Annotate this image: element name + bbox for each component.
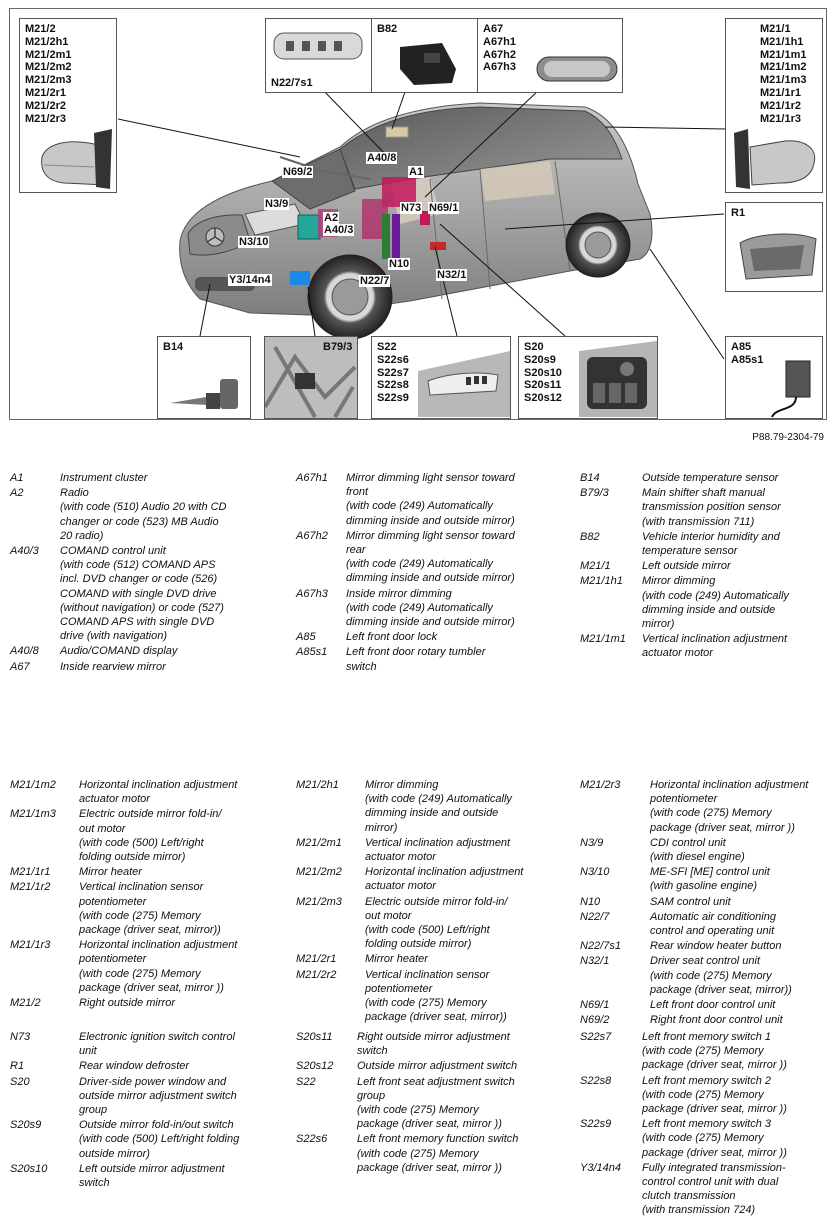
- inset-label-b82: B82: [377, 23, 398, 35]
- legend-entry: [580, 1161, 830, 1218]
- legend-description: Left outside mirror adjustment switch: [79, 1162, 225, 1190]
- legend-entry: [10, 471, 282, 485]
- legend-description: Outside mirror adjustment switch: [357, 1060, 518, 1073]
- legend-description: Instrument cluster: [60, 472, 148, 484]
- legend-code: B14: [580, 472, 600, 484]
- legend-code: N69/1: [580, 999, 610, 1012]
- legend-code: B79/3: [580, 487, 609, 500]
- legend-entry: [296, 1075, 571, 1132]
- legend-code: S20s10: [10, 1162, 48, 1175]
- legend-description: Electric outside mirror fold-in/ out motor (with code (500) Left/right folding outside mirror): [365, 895, 508, 951]
- inset-label-s22: S22 S22s6 S22s7 S22s8 S22s9: [377, 341, 409, 405]
- legend-description: CDI control unit (with diesel engine): [650, 836, 745, 864]
- legend-code: S20: [10, 1075, 30, 1088]
- legend-description: Fully integrated transmission- control control unit with dual clutch transmission (with transmission 724): [642, 1161, 786, 1217]
- legend-entry: [580, 632, 830, 660]
- legend-description: Right front door control unit: [650, 1014, 783, 1027]
- legend-description: Outside mirror fold-in/out switch (with code (500) Left/right folding outside mirror): [79, 1119, 240, 1160]
- door-lock-image: [756, 357, 822, 419]
- right-mirror-image: [34, 127, 114, 193]
- legend-code: A40/3: [10, 545, 39, 558]
- legend-code: A67h3: [296, 587, 328, 600]
- legend-code: M21/2: [10, 997, 41, 1010]
- legend-entry: [10, 660, 282, 674]
- legend-code: N10: [580, 895, 601, 908]
- legend-entry: [296, 587, 566, 630]
- legend-description: Right outside mirror: [79, 997, 175, 1010]
- legend-code: M21/1m2: [10, 779, 56, 791]
- legend-column-9: [580, 1030, 830, 1219]
- legend-code: S20s12: [296, 1060, 334, 1073]
- legend-code: A67h1: [296, 472, 328, 484]
- legend-code: A67: [10, 660, 30, 673]
- callout-a2: A2: [324, 212, 339, 224]
- legend-entry: [10, 1059, 285, 1073]
- legend-description: COMAND control unit (with code (512) COMAND APS incl. DVD changer or code (526) COMAND with single DVD drive (without navigation) or code (527) COMAND APS with single DVD drive (with navigation): [60, 545, 224, 643]
- legend-entry: [296, 778, 571, 835]
- legend-code: M21/2m1: [296, 836, 342, 849]
- legend-description: Rear window heater button: [650, 940, 782, 953]
- legend-description: Horizontal inclination adjustment actuator motor: [365, 866, 524, 893]
- window-switch-image: [579, 341, 657, 417]
- legend-entry: [296, 645, 566, 673]
- legend-code: R1: [10, 1060, 25, 1073]
- legend-entry: [10, 486, 282, 543]
- inset-label-r1: R1: [731, 207, 746, 219]
- legend-description: Mirror dimming light sensor toward rear (with code (249) Automatically dimming inside and outside mirror): [346, 529, 515, 585]
- inset-label-a85: A85 A85s1: [731, 341, 764, 366]
- legend-description: Electronic ignition switch control unit: [79, 1031, 235, 1058]
- legend-code: S22s8: [580, 1074, 612, 1087]
- legend-code: M21/2m2: [296, 866, 342, 879]
- legend-description: Left front memory switch 2 (with code (275) Memory package (driver seat, mirror )): [642, 1074, 787, 1116]
- legend-description: Driver seat control unit (with code (275) Memory package (driver seat, mirror)): [650, 955, 792, 996]
- legend-entry: [296, 529, 566, 586]
- legend-code: A67h2: [296, 529, 328, 542]
- legend-entry: [296, 1132, 571, 1175]
- legend-description: Left front seat adjustment switch group (with code (275) Memory package (driver seat, mirror )): [357, 1075, 515, 1131]
- legend-entry: [580, 486, 830, 529]
- legend-code: M21/1r2: [10, 881, 51, 894]
- legend-entry: [10, 865, 285, 879]
- legend-entry: [580, 559, 830, 573]
- legend-code: N32/1: [580, 955, 610, 968]
- legend-entry: [580, 778, 830, 835]
- legend-code: M21/1r3: [10, 939, 51, 952]
- legend-entry: [580, 574, 830, 631]
- legend-description: Mirror heater: [365, 953, 428, 966]
- legend-description: Radio (with code (510) Audio 20 with CD changer or code (523) MB Audio 20 radio): [60, 487, 227, 542]
- legend-description: Electric outside mirror fold-in/ out motor (with code (500) Left/right folding outside mirror): [79, 808, 222, 864]
- callout-n3-10: N3/10: [239, 236, 269, 248]
- legend-entry: [10, 996, 285, 1010]
- legend-entry: [10, 807, 285, 864]
- legend-code: S22s7: [580, 1031, 612, 1043]
- legend-code: N73: [10, 1031, 31, 1043]
- legend-column-7: [10, 1030, 285, 1191]
- button-panel-image: [272, 27, 366, 67]
- callout-n69-2: N69/2: [283, 166, 313, 178]
- callout-n73: N73: [401, 202, 422, 214]
- legend-code: Y3/14n4: [580, 1161, 621, 1174]
- legend-description: Mirror dimming light sensor toward front (with code (249) Automatically dimming inside and outside mirror): [346, 472, 515, 527]
- legend-code: N22/7: [580, 910, 610, 923]
- temperature-sensor-image: [166, 359, 246, 415]
- legend-description: SAM control unit: [650, 895, 731, 908]
- callout-n32-1: N32/1: [437, 269, 467, 281]
- legend-description: Left front door rotary tumbler switch: [346, 646, 486, 673]
- inset-rear-window-defroster: [725, 202, 823, 292]
- legend-entry: [10, 1030, 285, 1058]
- figure-reference: P88.79-2304-79: [752, 432, 824, 443]
- legend-entry: [580, 1074, 830, 1117]
- legend-code: A2: [10, 487, 24, 500]
- legend-description: Left front door lock: [346, 631, 438, 644]
- inset-label-a67: A67 A67h1 A67h2 A67h3: [483, 23, 517, 74]
- legend-description: Right outside mirror adjustment switch: [357, 1031, 510, 1058]
- legend-column-2: [296, 471, 566, 675]
- legend-description: Inside mirror dimming (with code (249) Automatically dimming inside and outside mirror): [346, 587, 515, 629]
- inset-humidity-sensor: [371, 18, 478, 93]
- legend-description: Left front memory function switch (with code (275) Memory package (driver seat, mirror )): [357, 1133, 519, 1174]
- legend-description: Main shifter shaft manual transmission position sensor (with transmission 711): [642, 487, 781, 528]
- legend-column-6: [580, 778, 830, 1028]
- legend-description: Horizontal inclination adjustment potentiometer (with code (275) Memory package (driver seat, mirror )): [79, 939, 238, 994]
- legend-entry: [580, 1030, 830, 1073]
- legend-description: Mirror dimming (with code (249) Automatically dimming inside and outside mirror): [365, 779, 512, 834]
- callout-n69-1: N69/1: [429, 202, 459, 214]
- inset-window-mirror-switch-group: [518, 336, 658, 419]
- legend-entry: [580, 910, 830, 938]
- legend-entry: [296, 865, 571, 893]
- legend-code: A85s1: [296, 646, 328, 659]
- legend-entry: [296, 836, 571, 864]
- legend-description: Vertical inclination sensor potentiometer (with code (275) Memory package (driver seat, mirror)): [79, 881, 221, 937]
- inset-label-m21-1: M21/1 M21/1h1 M21/1m1 M21/1m2 M21/1m3 M21/1r1 M21/1r2 M21/1r3: [760, 23, 807, 125]
- inset-outside-temperature-sensor: [157, 336, 251, 419]
- legend-entry: [10, 544, 282, 643]
- callout-n3-9: N3/9: [265, 198, 289, 210]
- legend-code: M21/1m1: [580, 633, 626, 646]
- legend-entry: [580, 895, 830, 909]
- legend-entry: [10, 1162, 285, 1190]
- legend-description: Vertical inclination adjustment actuator motor: [642, 633, 788, 660]
- inset-label-b79-3: B79/3: [323, 341, 353, 353]
- legend-column-8: [296, 1030, 571, 1176]
- legend-code: S20s11: [296, 1031, 333, 1043]
- legend-column-1: [10, 471, 282, 675]
- legend-entry: [10, 644, 282, 658]
- legend-column-3: [580, 471, 830, 662]
- legend-entry: [296, 895, 571, 952]
- rearview-mirror-image: [534, 49, 620, 89]
- legend-description: Outside temperature sensor: [642, 472, 779, 484]
- legend-code: M21/2m3: [296, 895, 342, 908]
- legend-description: ME-SFI [ME] control unit (with gasoline engine): [650, 866, 770, 893]
- inset-seat-adjustment-switches: [371, 336, 511, 419]
- legend-column-5: [296, 778, 571, 1025]
- legend-description: Left front memory switch 1 (with code (275) Memory package (driver seat, mirror )): [642, 1031, 787, 1072]
- legend-description: Vertical inclination sensor potentiometer (with code (275) Memory package (driver seat, mirror)): [365, 968, 507, 1024]
- inset-door-lock: [725, 336, 823, 419]
- inset-label-m21-2: M21/2 M21/2h1 M21/2m1 M21/2m2 M21/2m3 M21/2r1 M21/2r2 M21/2r3: [25, 23, 72, 125]
- legend-entry: [10, 880, 285, 937]
- legend-description: Automatic air conditioning control and operating unit: [650, 910, 776, 938]
- legend-code: A85: [296, 631, 316, 644]
- inset-label-n22-7s1: N22/7s1: [271, 77, 313, 89]
- legend-description: Horizontal inclination adjustment actuator motor: [79, 779, 238, 806]
- legend-description: Rear window defroster: [79, 1060, 190, 1073]
- legend-entry: [10, 1075, 285, 1118]
- legend-code: N3/10: [580, 866, 610, 879]
- legend-entry: [580, 836, 830, 864]
- legend-entry: [10, 1118, 285, 1161]
- legend-entry: [296, 1059, 571, 1073]
- legend-code: M21/2r3: [580, 779, 621, 791]
- legend-column-4: [10, 778, 285, 1011]
- legend-description: Audio/COMAND display: [60, 645, 178, 658]
- legend-entry: [580, 471, 830, 485]
- legend-code: B82: [580, 530, 600, 543]
- legend-code: A40/8: [10, 645, 39, 658]
- callout-n10: N10: [389, 258, 410, 270]
- legend-description: Left front door control unit: [650, 999, 776, 1012]
- legend-code: S22: [296, 1075, 316, 1088]
- sensor-image: [394, 39, 464, 89]
- legend-entry: [580, 1013, 830, 1027]
- component-location-diagram: [9, 8, 827, 420]
- inset-shifter-position-sensor: [264, 336, 358, 419]
- rear-window-image: [736, 219, 820, 289]
- legend-entry: [580, 998, 830, 1012]
- legend-entry: [296, 630, 566, 644]
- legend-description: Left front memory switch 3 (with code (275) Memory package (driver seat, mirror )): [642, 1118, 787, 1159]
- legend-entry: [580, 530, 830, 558]
- legend-entry: [580, 954, 830, 997]
- callout-n22-7: N22/7: [360, 275, 390, 287]
- legend-code: M21/2r2: [296, 968, 337, 981]
- legend-entry: [296, 1030, 571, 1058]
- legend-entry: [10, 938, 285, 995]
- inset-rear-window-heater-button: [265, 18, 372, 93]
- legend-description: Horizontal inclination adjustment potentiometer (with code (275) Memory package (driver seat, mirror )): [650, 779, 809, 834]
- legend-code: M21/1m3: [10, 808, 56, 821]
- legend-entry: [296, 952, 571, 966]
- legend-description: Inside rearview mirror: [60, 660, 166, 673]
- legend-code: M21/1r1: [10, 866, 51, 879]
- legend-description: Left outside mirror: [642, 560, 731, 573]
- shifter-image: [265, 337, 358, 419]
- inset-label-s20: S20 S20s9 S20s10 S20s11 S20s12: [524, 341, 562, 405]
- callout-a40-8: A40/8: [367, 152, 397, 164]
- callout-a1: A1: [409, 166, 424, 178]
- legend-entry: [580, 1117, 830, 1160]
- legend-description: Mirror dimming (with code (249) Automatically dimming inside and outside mirror): [642, 575, 789, 631]
- legend-code: N3/9: [580, 836, 604, 849]
- legend-description: Vehicle interior humidity and temperature sensor: [642, 530, 780, 558]
- legend-code: N69/2: [580, 1014, 610, 1027]
- legend-code: M21/1h1: [580, 575, 623, 588]
- inset-right-outside-mirror: [19, 18, 117, 193]
- callout-a40-3: A40/3: [324, 224, 354, 236]
- legend-code: S22s6: [296, 1133, 328, 1146]
- legend-entry: [580, 865, 830, 893]
- inset-label-b14: B14: [163, 341, 184, 353]
- legend-description: Mirror heater: [79, 866, 142, 879]
- seat-switch-image: [418, 351, 510, 417]
- legend-description: Vertical inclination adjustment actuator motor: [365, 836, 511, 864]
- legend-entry: [296, 968, 571, 1025]
- inset-left-outside-mirror: [725, 18, 823, 193]
- callout-y3-14n4: Y3/14n4: [229, 274, 271, 286]
- legend-entry: [580, 939, 830, 953]
- legend-code: A1: [10, 472, 24, 484]
- legend-entry: [296, 471, 566, 528]
- legend-code: M21/2r1: [296, 953, 337, 966]
- legend-description: Driver-side power window and outside mirror adjustment switch group: [79, 1075, 237, 1117]
- legend-code: S20s9: [10, 1119, 42, 1132]
- inset-inside-rearview-mirror: [477, 18, 623, 93]
- legend-code: M21/2h1: [296, 779, 339, 791]
- left-mirror-image: [730, 127, 820, 193]
- legend-code: S22s9: [580, 1118, 612, 1131]
- legend-code: M21/1: [580, 560, 611, 573]
- legend-entry: [10, 778, 285, 806]
- legend-code: N22/7s1: [580, 940, 621, 953]
